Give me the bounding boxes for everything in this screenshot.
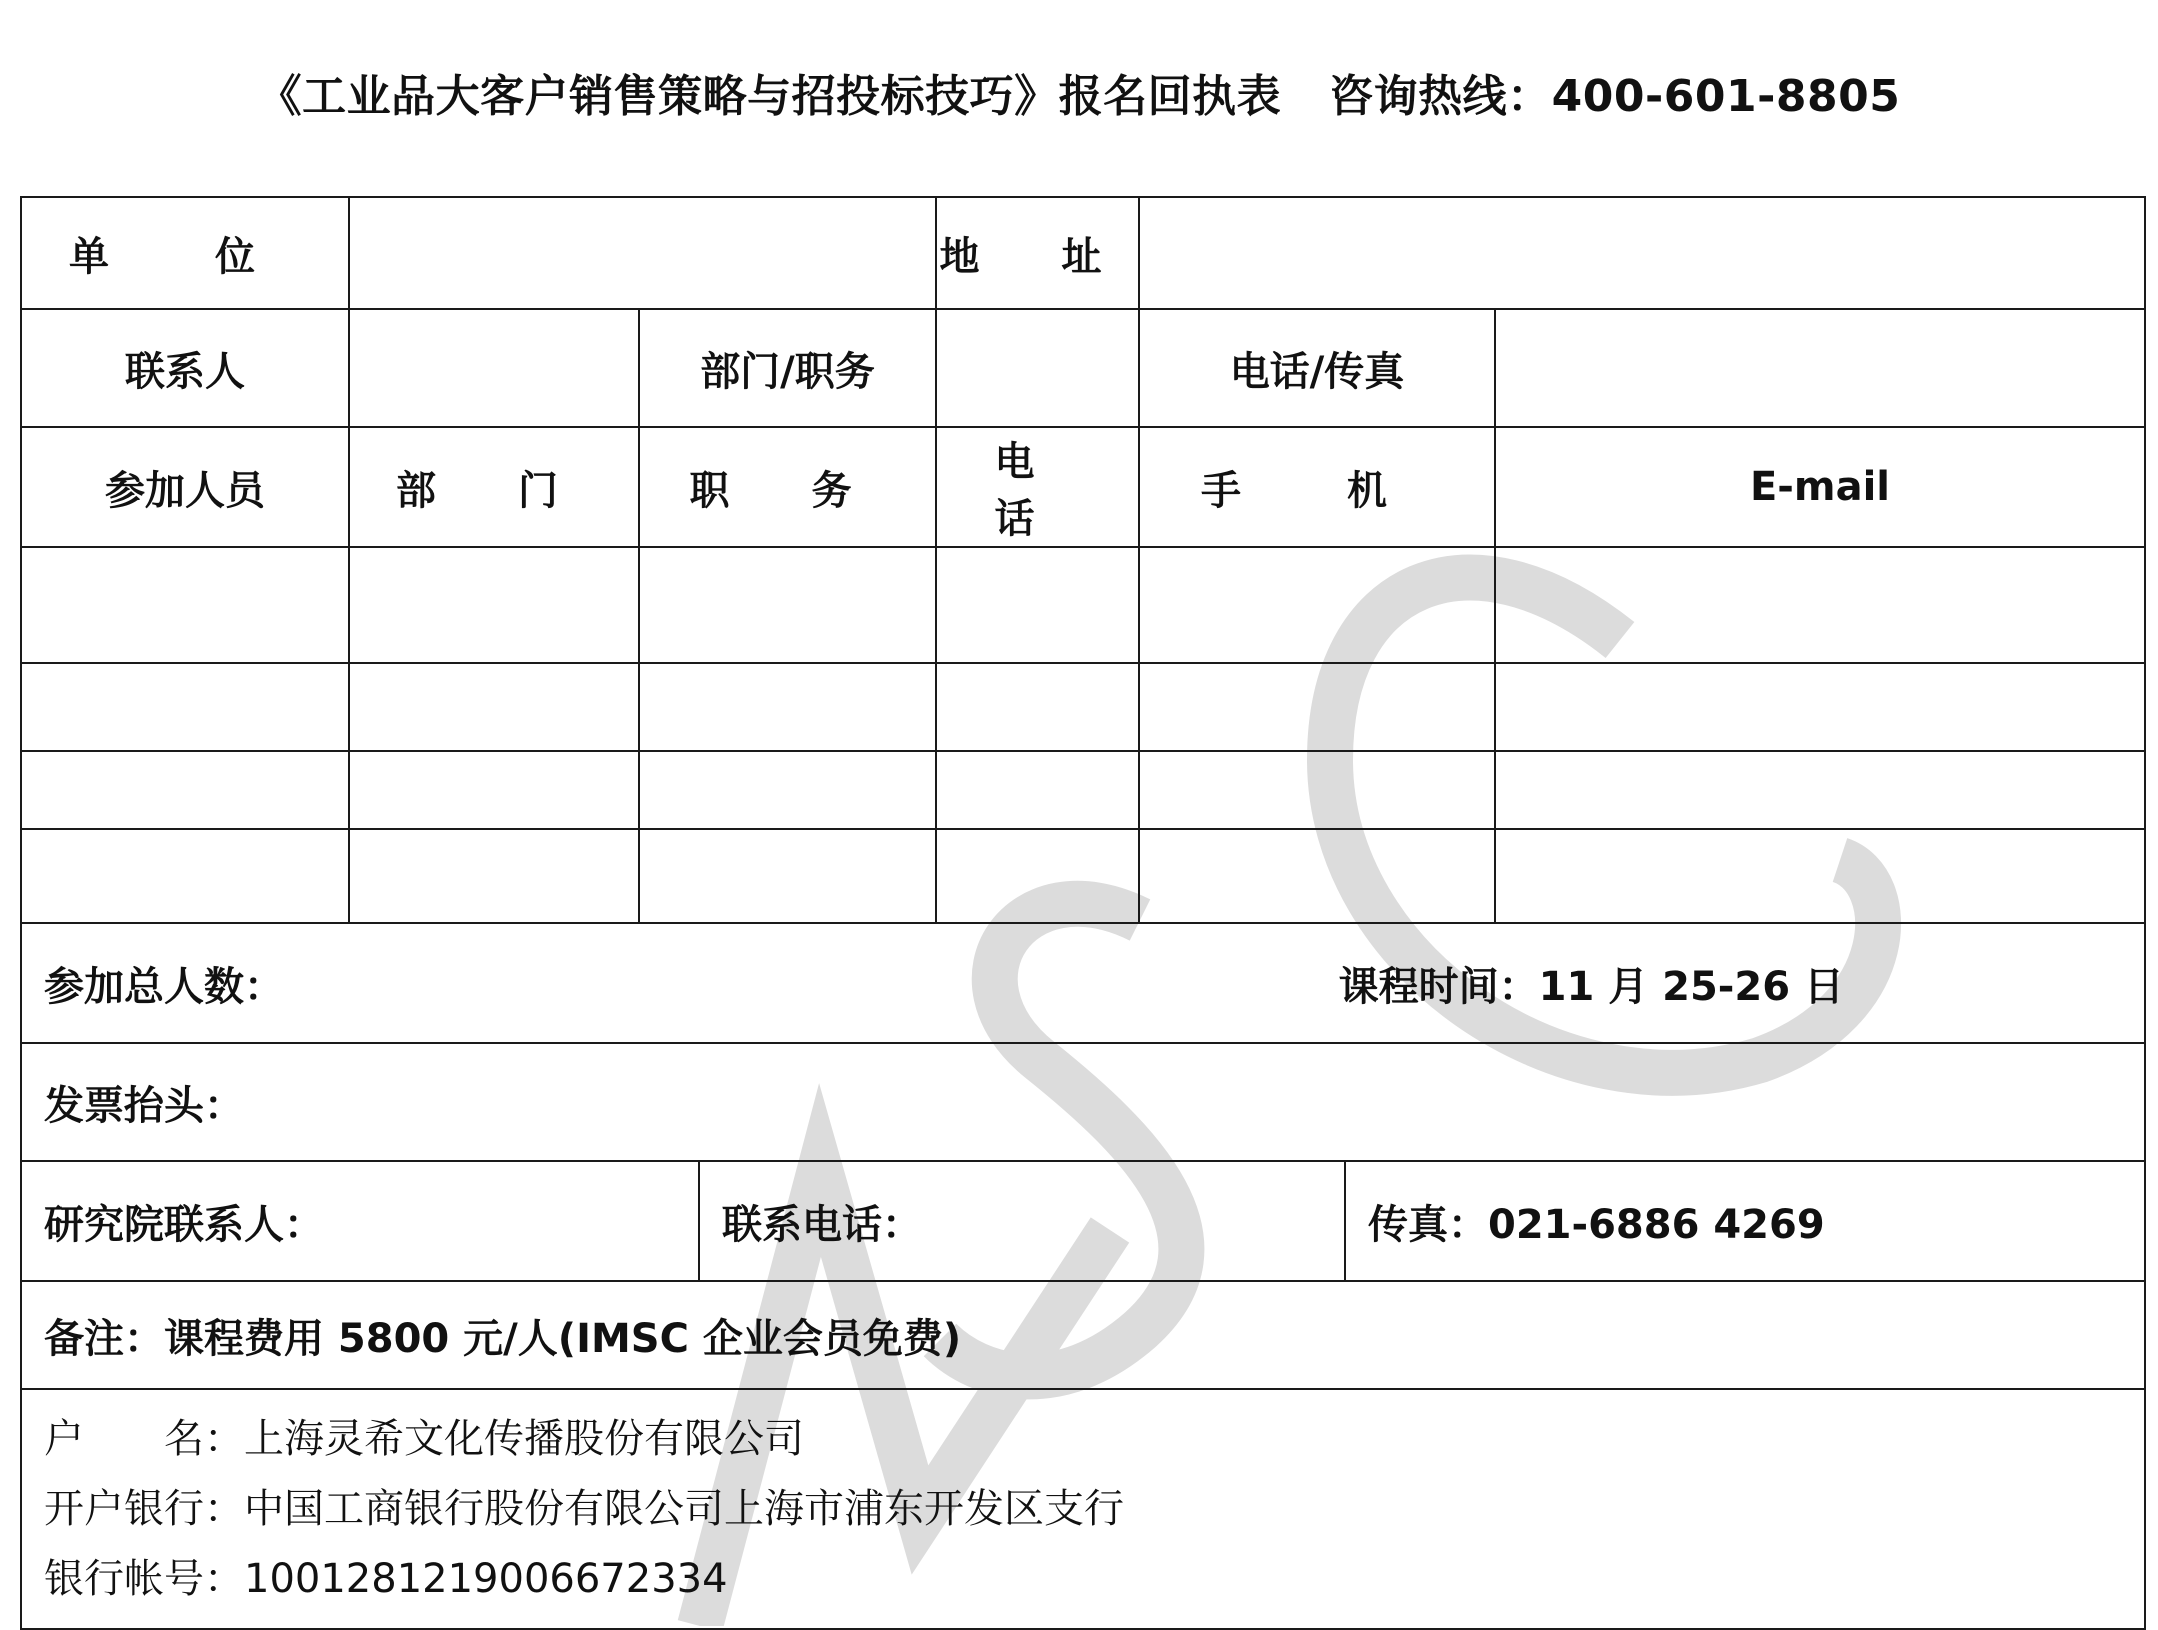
attendee-row [21,829,2145,923]
attendee-email-cell[interactable] [1495,663,2145,751]
attendee-mobile-cell[interactable] [1139,829,1495,923]
attendee-name-cell[interactable] [21,751,349,829]
fax-field [1346,1162,2144,1280]
unit-address-row [21,197,2145,309]
contact-field[interactable] [349,309,639,427]
invoice-cell[interactable] [21,1043,2145,1161]
registration-form [20,196,2146,1630]
attendee-email-cell[interactable] [1495,547,2145,663]
contact-row [21,309,2145,427]
attendee-dept-cell[interactable] [349,829,639,923]
attendee-position-cell[interactable] [639,663,936,751]
note-row [21,1281,2145,1389]
fax-number: 传真：021-6886 4269 [1368,1201,1825,1248]
unit-label: 单 位 [21,197,349,309]
attendee-name-cell[interactable] [21,829,349,923]
phone-fax-label: 电话/传真 [1139,309,1495,427]
attendee-phone-cell[interactable] [936,547,1139,663]
address-label: 地 址 [936,197,1139,309]
dept-position-field[interactable] [936,309,1139,427]
attendee-dept-cell[interactable] [349,751,639,829]
hotline: 咨询热线：400-601-8805 [1329,71,1901,122]
attendee-name-cell[interactable] [21,663,349,751]
attendee-dept-cell[interactable] [349,663,639,751]
bank-row [21,1389,2145,1629]
institute-contact-row [21,1161,2145,1281]
unit-field[interactable] [349,197,936,309]
attendee-email-cell[interactable] [1495,829,2145,923]
bank-info-cell [21,1389,2145,1629]
course-time: 课程时间：11 月 25-26 日 [1338,963,1844,1010]
attendee-mobile-cell[interactable] [1139,663,1495,751]
page-title [0,60,2158,124]
total-course-cell[interactable] [21,923,2145,1043]
attendee-dept-cell[interactable] [349,547,639,663]
attendee-phone-cell[interactable] [936,751,1139,829]
header-attendee: 参加人员 [21,427,349,547]
header-phone: 电 话 [936,427,1139,547]
attendee-name-cell[interactable] [21,547,349,663]
attendee-mobile-cell[interactable] [1139,547,1495,663]
attendee-row [21,663,2145,751]
account-name: 上海灵希文化传播股份有限公司 [244,1416,804,1462]
institute-contact-cell [21,1161,2145,1281]
attendee-phone-cell[interactable] [936,663,1139,751]
dept-position-label: 部门/职务 [639,309,936,427]
attendee-header-row [21,427,2145,547]
attendee-email-cell[interactable] [1495,751,2145,829]
attendee-position-cell[interactable] [639,547,936,663]
invoice-label: 发票抬头： [44,1082,244,1129]
header-mobile: 手 机 [1139,427,1495,547]
total-row [21,923,2145,1043]
attendee-position-cell[interactable] [639,829,936,923]
header-position: 职 务 [639,427,936,547]
form-title: 《工业品大客户销售策略与招投标技巧》报名回执表 [257,71,1282,122]
attendee-mobile-cell[interactable] [1139,751,1495,829]
account-name-line: 户 名：上海灵希文化传播股份有限公司 [44,1416,804,1462]
attendee-phone-cell[interactable] [936,829,1139,923]
phone-fax-field[interactable] [1495,309,2145,427]
attendee-row [21,547,2145,663]
bank-name-line: 开户银行：中国工商银行股份有限公司上海市浦东开发区支行 [44,1486,1124,1532]
fee-note: 备注：课程费用 5800 元/人(IMSC 企业会员免费) [44,1315,962,1362]
account-number: 1001281219006672334 [244,1556,728,1602]
header-email: E-mail [1495,427,2145,547]
institute-contact-field[interactable] [22,1162,700,1280]
total-attendees-label: 参加总人数： [44,963,284,1010]
attendee-row [21,751,2145,829]
invoice-row [21,1043,2145,1161]
attendee-position-cell[interactable] [639,751,936,829]
account-number-line: 银行帐号：1001281219006672334 [44,1556,728,1602]
contact-phone-field[interactable] [700,1162,1346,1280]
header-department: 部 门 [349,427,639,547]
institute-contact-label: 研究院联系人： [44,1201,324,1248]
note-cell [21,1281,2145,1389]
address-field[interactable] [1139,197,2145,309]
contact-phone-label: 联系电话： [722,1201,922,1248]
contact-label: 联系人 [21,309,349,427]
bank-name: 中国工商银行股份有限公司上海市浦东开发区支行 [244,1486,1124,1532]
